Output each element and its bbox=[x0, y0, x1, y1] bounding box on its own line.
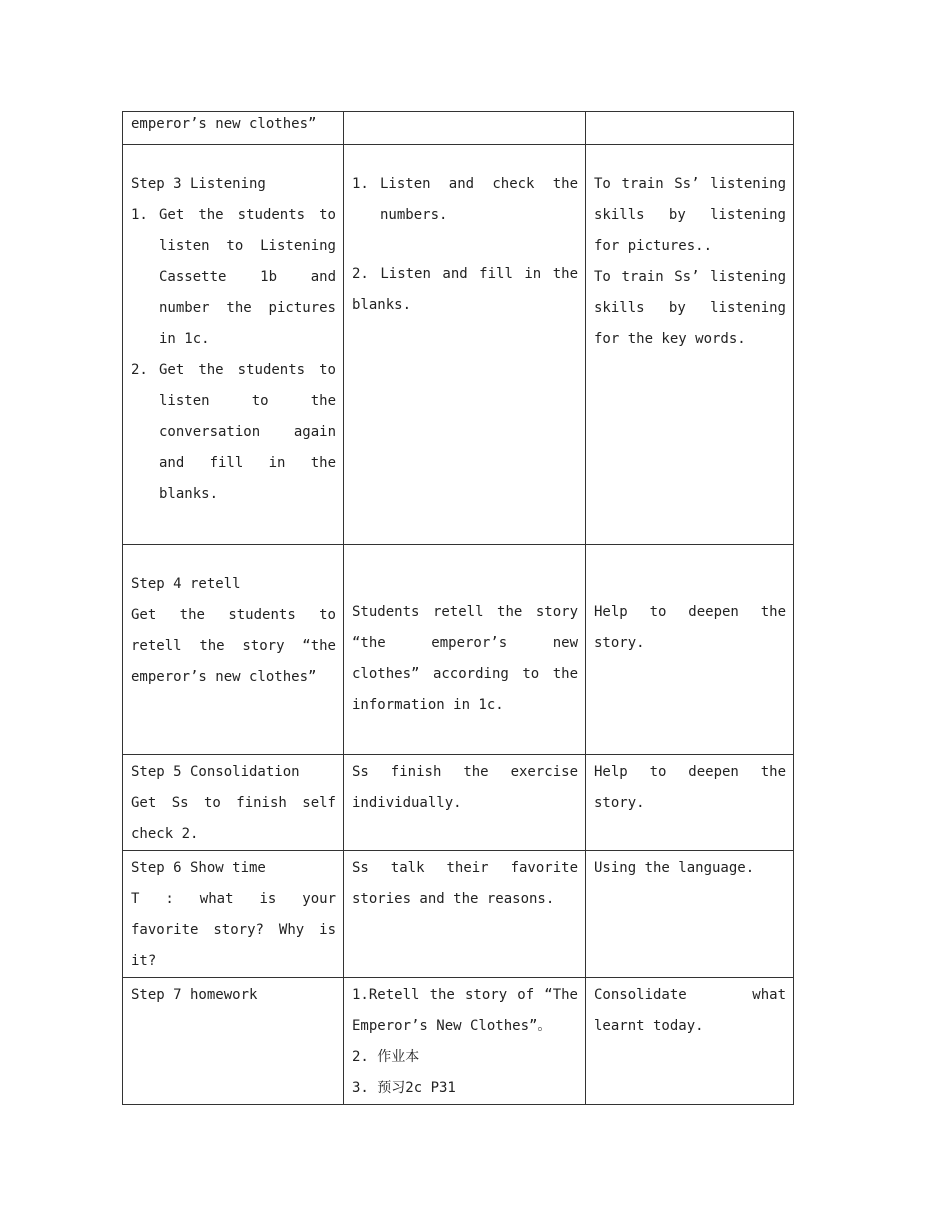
table-row bbox=[123, 112, 794, 145]
row0-activity-text: emperor’s new clothes” bbox=[131, 116, 317, 132]
row1-purpose-cell: To train Ss’ listening skills by listening for pictures.. To train Ss’ listening skills by listening for the key words. bbox=[586, 145, 794, 545]
step3-title: Step 3 Listening bbox=[131, 176, 266, 192]
table-row bbox=[123, 978, 794, 1105]
row3-activity-cell: Step 5 Consolidation Get Ss to finish self check 2. bbox=[123, 755, 344, 851]
table-row bbox=[123, 851, 794, 978]
step4-title: Step 4 retell bbox=[131, 576, 241, 592]
row2-student-cell: Students retell the story “the emperor’s new clothes” according to the information in 1c. bbox=[344, 545, 586, 755]
row4-student-cell: Ss talk their favorite stories and the reasons. bbox=[344, 851, 586, 978]
row0-purpose-cell bbox=[586, 112, 794, 145]
table-row bbox=[123, 145, 794, 545]
step5-title: Step 5 Consolidation bbox=[131, 764, 300, 780]
row3-purpose-cell: Help to deepen the story. bbox=[586, 755, 794, 851]
row3-student-cell: Ss finish the exercise individually. bbox=[344, 755, 586, 851]
row5-activity-cell bbox=[123, 978, 344, 1105]
row0-activity-cell bbox=[123, 112, 344, 145]
table-row bbox=[123, 755, 794, 851]
row5-student-cell: 1.Retell the story of “The Emperor’s New Clothes”。 2. 作业本 3. 预习2c P31 bbox=[344, 978, 586, 1105]
list-item: 2. Get the students to listen to the conversation again and fill in the blanks. bbox=[131, 362, 336, 502]
row4-purpose-cell: Using the language. bbox=[586, 851, 794, 978]
list-item: 1. Listen and check the numbers. bbox=[352, 176, 578, 223]
row4-activity-cell: Step 6 Show time T : what is your favorite story? Why is it? bbox=[123, 851, 344, 978]
row2-activity-cell: Step 4 retell Get the students to retell the story “the emperor’s new clothes” bbox=[123, 545, 344, 755]
row0-student-cell bbox=[344, 112, 586, 145]
row1-activity-cell bbox=[123, 145, 344, 545]
step6-title: Step 6 Show time bbox=[131, 860, 266, 876]
row1-student-cell bbox=[344, 145, 586, 545]
list-item: 2. Listen and fill in the blanks. bbox=[352, 266, 578, 313]
row5-purpose-cell: Consolidate what learnt today. bbox=[586, 978, 794, 1105]
row2-purpose-cell: Help to deepen the story. bbox=[586, 545, 794, 755]
table-row bbox=[123, 545, 794, 755]
step7-title: Step 7 homework bbox=[131, 987, 258, 1003]
list-item: 1. Get the students to listen to Listening Cassette 1b and number the pictures in 1c. bbox=[131, 207, 336, 347]
lesson-plan-table bbox=[122, 111, 794, 1105]
